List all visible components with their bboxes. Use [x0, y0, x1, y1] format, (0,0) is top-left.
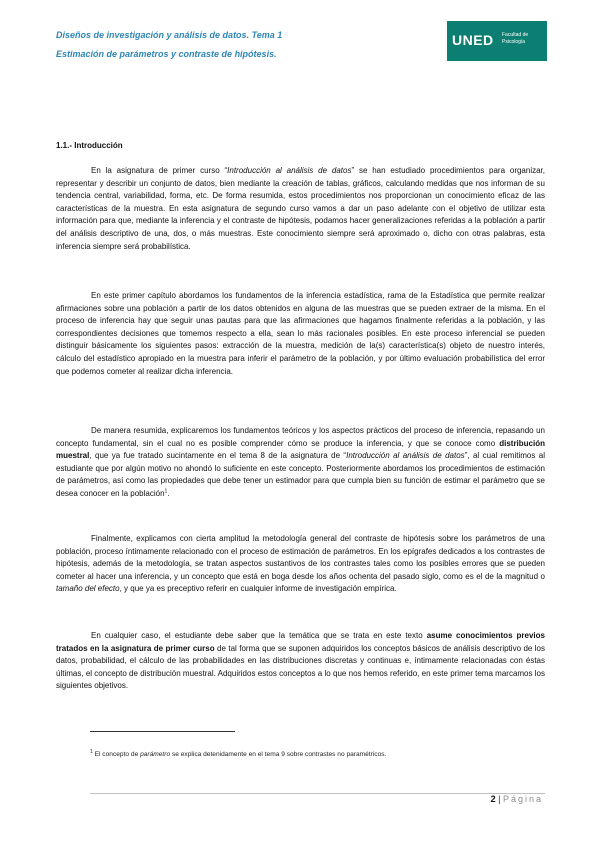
footnote: $^1$ El concepto de parámetro se explica detenidamente en el tema 9 sobre contrastes no paramétricos.	[90, 748, 387, 758]
logo-wordmark: UNED	[452, 32, 494, 48]
footer-rule	[90, 793, 545, 794]
uned-logo	[447, 21, 547, 61]
paragraph-1: En la asignatura de primer curso “Introducción al análisis de datos” se han estudiado procedimientos para organizar, representar y describir un conjunto de datos, bien mediante la creación de tablas, gráficos, calculando medidas que nos informan de su tendencia central, variabilidad, forma, etc. De forma resumida, estos procedimientos nos proporcionan un conocimiento eficaz de las características de la muestra. En esta asignatura de segundo curso vamos a dar un paso adelante con el objetivo de utilizar esta información para que, mediante la inferencia y el contraste de hipótesis, podamos hacer generalizaciones referidas a la población a partir del análisis descriptivo de una, dos, o más muestras. Este conocimiento siempre será aproximado o, dicho con otras palabras, esta inferencia siempre será probabilística.	[56, 166, 545, 251]
paragraph-4: Finalmente, explicamos con cierta amplitud la metodología general del contraste de hipótesis sobre los parámetros de una población, proceso íntimamente relacionado con el proceso de estimación de parámetros. En los epígrafes dedicados a los contrastes de hipótesis, además de la metodología, se tratan aspectos sustantivos de los contrastes tales como los posibles errores que se pueden cometer al hacer una inferencia, y un concepto que está en boga desde los años ochenta del pasado siglo, como es el de la magnitud o tamaño del efecto, y que ya es preceptivo referir en cualquier informe de investigación empírica.	[56, 534, 545, 594]
document-header-line-1: Diseños de investigación y análisis de datos. Tema 1	[56, 30, 283, 40]
section-title: 1.1.- Introducción	[56, 141, 123, 150]
paragraph-3: De manera resumida, explicaremos los fundamentos teóricos y los aspectos prácticos del proceso de inferencia, repasando un concepto fundamental, sin el cual no es posible comprender cómo se produce la inferencia, y que se conoce como distribución muestral, que ya fue tratado sucintamente en el tema 8 de la asignatura de “Introducción al análisis de datos”, al cual remitimos al estudiante que por algún motivo no ahondó lo suficiente en este concepto. Posteriormente abordamos los procedimientos de estimación de parámetros, así como las propiedades que debe tener un estimador para que cumpla bien su función de estimar el parámetro que se desea conocer en la población$^1$.	[56, 426, 545, 498]
document-header-line-2: Estimación de parámetros y contraste de hipótesis.	[56, 49, 277, 59]
paragraph-5: En cualquier caso, el estudiante debe saber que la temática que se trata en este texto asume conocimientos previos tratados en la asignatura de primer curso de tal forma que se suponen adquiridos los conceptos básicos de análisis descriptivo de los datos, probabilidad, el cálculo de las probabilidades en las distribuciones discretas y continuas e, íntimamente relacionadas con éstas últimas, el concepto de distribución muestral. Adquiridos estos conceptos a lo que nos hemos referido, en este primer tema marcamos los siguientes objetivos.	[56, 631, 545, 691]
footnote-separator	[90, 731, 235, 732]
footnote-ref[interactable]: 1	[164, 488, 168, 495]
page-number: 2 | Página	[490, 794, 543, 804]
paragraph-2: En este primer capítulo abordamos los fundamentos de la inferencia estadística, rama de la Estadística que permite realizar afirmaciones sobre una población a partir de los datos obtenidos en alguna de las muestras que se pueden extraer de la misma. En el proceso de inferencia hay que seguir unas pautas para que las afirmaciones que hagamos finalmente referidas a la población, y las correspondientes decisiones que tomemos respecto a ella, sean lo más racionales posibles. En este proceso inferencial se pueden distinguir básicamente los siguientes pasos: extracción de la muestra, medición de la(s) característica(s) objeto de nuestro interés, cálculo del estadístico apropiado en la muestra para inferir el parámetro de la población, y por último evaluación probabilística del error que podemos cometer al realizar dicha inferencia.	[56, 291, 545, 376]
logo-faculty-label: Facultad de Psicología	[502, 32, 529, 45]
